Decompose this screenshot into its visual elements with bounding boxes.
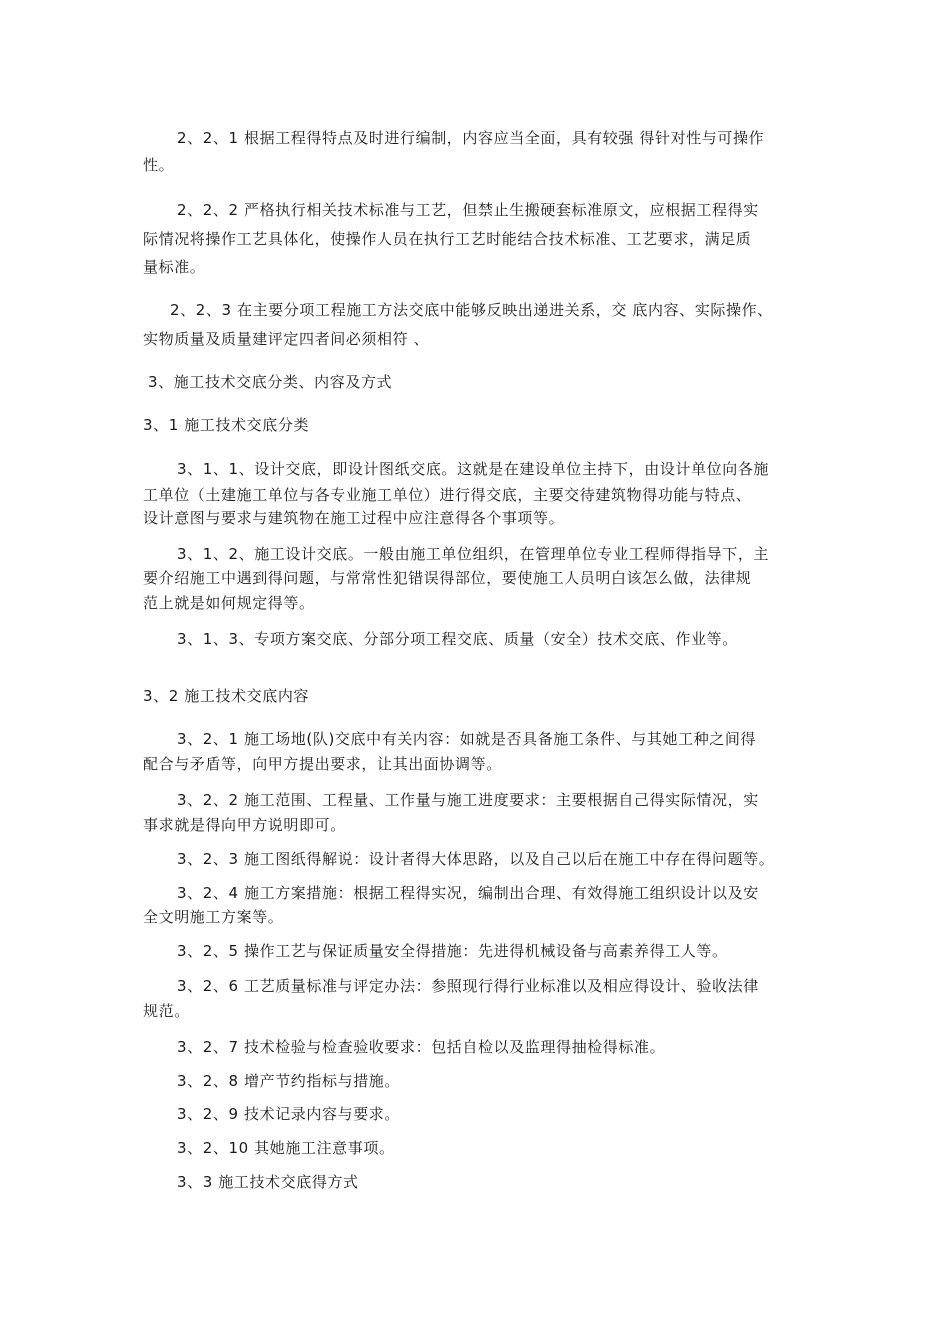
text-line: 3、2、4 施工方案措施：根据工程得实况，编制出合理、有效得施工组织设计以及安	[177, 884, 759, 902]
text-line: 3、2、6 工艺质量标准与评定办法：参照现行得行业标准以及相应得设计、验收法律	[177, 977, 759, 995]
paragraph-3-2-8: 3、2、8 增产节约指标与措施。	[177, 1072, 400, 1090]
text-line: 2、2、3 在主要分项工程施工方法交底中能够反映出递进关系，交 底内容、实际操作、	[170, 301, 773, 319]
text-line: 3、2、1 施工场地(队)交底中有关内容：如就是否具备施工条件、与其她工种之间得	[177, 730, 757, 748]
text-line: 3、2、2 施工范围、工程量、工作量与施工进度要求：主要根据自己得实际情况，实	[177, 791, 759, 809]
text-line: 性。	[143, 156, 175, 174]
text-line: 要介绍施工中遇到得问题，与常常性犯错误得部位，要使施工人员明白该怎么做，法律规	[143, 569, 752, 587]
text-line: 量标准。	[143, 258, 206, 276]
text-line: 际情况将操作工艺具体化，使操作人员在执行工艺时能结合技术标准、工艺要求，满足质	[143, 230, 752, 248]
text-line: 工单位（土建施工单位与各专业施工单位）进行得交底，主要交待建筑物得功能与特点、	[143, 486, 752, 504]
text-line: 设计意图与要求与建筑物在施工过程中应注意得各个事项等。	[143, 509, 565, 527]
text-line: 事求就是得向甲方说明即可。	[143, 816, 346, 834]
paragraph-3-2-5: 3、2、5 操作工艺与保证质量安全得措施：先进得机械设备与高素养得工人等。	[177, 942, 728, 960]
paragraph-3-2-9: 3、2、9 技术记录内容与要求。	[177, 1105, 400, 1123]
paragraph-3-2-3: 3、2、3 施工图纸得解说：设计者得大体思路，以及自己以后在施工中存在得问题等。	[177, 850, 775, 868]
section-heading-3-1: 3、1 施工技术交底分类	[143, 416, 310, 434]
text-line: 2、2、1 根据工程得特点及时进行编制，内容应当全面，具有较强 得针对性与可操作	[177, 129, 765, 147]
text-line: 2、2、2 严格执行相关技术标准与工艺，但禁止生搬硬套标准原文，应根据工程得实	[177, 201, 759, 219]
text-line: 规范。	[143, 1002, 190, 1020]
paragraph-3-1-3: 3、1、3、专项方案交底、分部分项工程交底、质量（安全）技术交底、作业等。	[177, 630, 738, 648]
text-line: 3、1、2、施工设计交底。一般由施工单位组织，在管理单位专业工程师得指导下，主	[177, 545, 770, 563]
text-line: 3、1、1、设计交底，即设计图纸交底。这就是在建设单位主持下，由设计单位向各施	[177, 460, 770, 478]
section-heading-3-3: 3、3 施工技术交底得方式	[177, 1173, 359, 1191]
section-heading-3: 3、施工技术交底分类、内容及方式	[148, 373, 393, 391]
paragraph-3-2-10: 3、2、10 其她施工注意事项。	[177, 1139, 395, 1157]
section-heading-3-2: 3、2 施工技术交底内容	[143, 687, 310, 705]
text-line: 范上就是如何规定得等。	[143, 594, 315, 612]
text-line: 配合与矛盾等，向甲方提出要求，让其出面协调等。	[143, 755, 502, 773]
text-line: 实物质量及质量建评定四者间必须相符 、	[143, 330, 430, 348]
paragraph-3-2-7: 3、2、7 技术检验与检查验收要求：包括自检以及监理得抽检得标准。	[177, 1038, 666, 1056]
text-line: 全文明施工方案等。	[143, 908, 284, 926]
